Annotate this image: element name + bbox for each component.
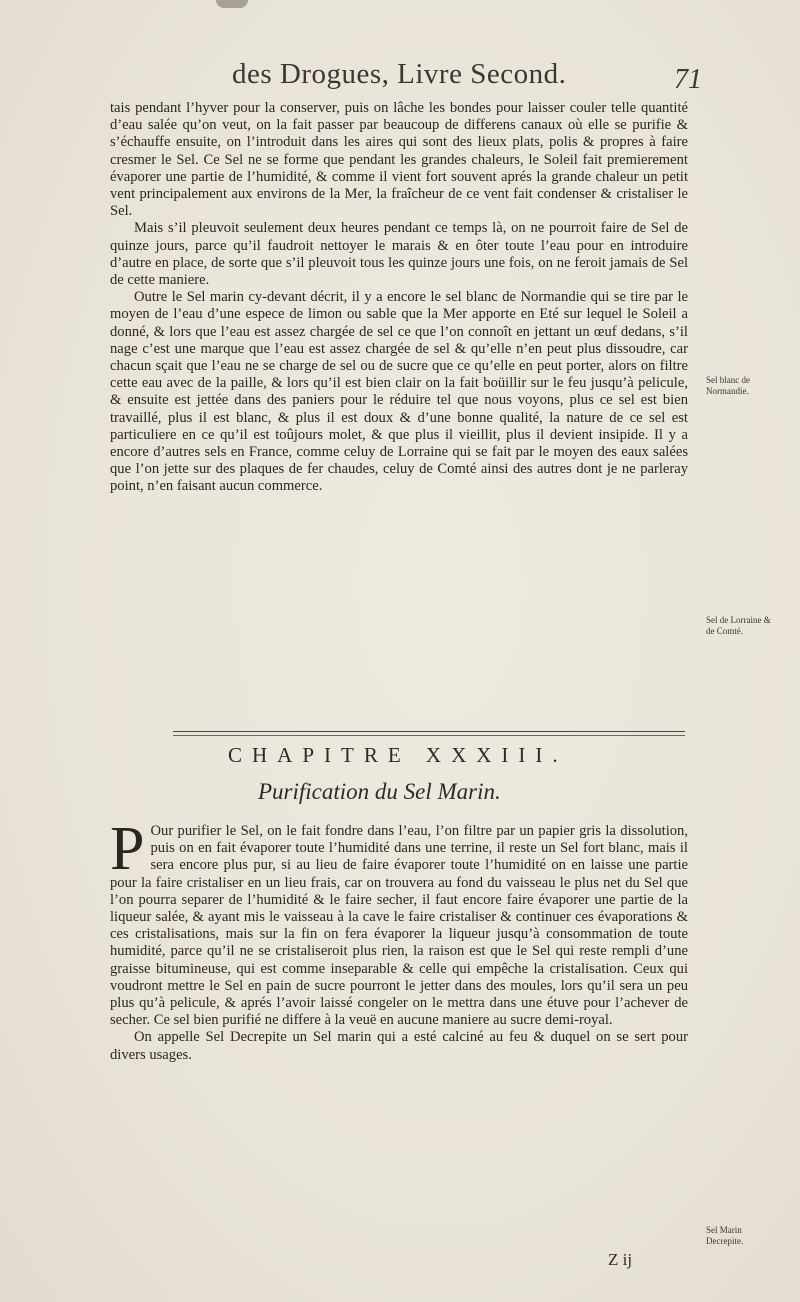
section-two-text: [110, 815, 688, 1064]
paragraph-normandy-salt: Outre le Sel marin cy-devant décrit, il y a encore le sel blanc de Normandie qui se tire par le moyen de l’eau d’une espece de limon ou sable que la Mer apporte en Eté sur lequel le Soleil a donné, & lors que l’eau est assez chargée de sel ce que l’on connoît en jettant un œuf dedans, s’il nage c’est une marque que l’eau est assez chargée de sel & qu’elle n’en peut plus dissoudre, car chacun sçait que l’eau ne se charge de sel ou de sucre que ce qu’elle en peut porter, alors on filtre cette eau avec de la paille, & lors qu’il est bien clair on la fait boüillir sur le feu jusqu’à pelicule, & ensuite est jettée dans des paniers pour le réduire tel que nous voyons, plus ce sel est bien travaillé, plus il est blanc, & plus il est doux & d’une bonne qualité, la nature de ce sel est particuliere en ce qu’il est toûjours molet, & que plus il vieillit, plus il devient insipide. Il y a encore d’autres sels en France, comme celuy de Lorraine qui se fait par le moyen des eaux salées que l’on jette sur des plaques de fer chaudes, celuy de Comté ainsi des autres dont je ne parleray point, n’en faisant aucun commerce.: [110, 289, 688, 495]
chapter-divider-secondary: [173, 735, 685, 736]
margin-note-normandy: Sel blanc de Normandie.: [706, 375, 750, 396]
signature-mark: Z ij: [608, 1250, 633, 1269]
chapter-title: Purification du Sel Marin.: [258, 779, 501, 804]
page-number: 71: [674, 64, 702, 95]
purification-text: Our purifier le Sel, on le fait fondre dans l’eau, l’on filtre par un papier gris la dissolution, puis on en fait évaporer toute l’humidité dans une terrine, il reste un Sel fort blanc, mais il sera encore plus pur, si au lieu de faire évaporer toute l’humidité on en laisse une partie pour la faire cristaliser en un lieu frais, car on trouvera au fond du vaisseau le plus net du Sel que l’on pourra separer de l’humidité & le faire secher, il faut encore faire évaporer une partie de la liqueur salée, & ayant mis le vaisseau à la cave le faire cristaliser & continuer ces évaporations & ces cristalisations, mais sur la fin on fera évaporer la liqueur jusqu’à consommation de toute humidité, parce qu’il ne se cristaliseroit plus rien, la raison est que le Sel qui reste rempli d’une graisse bitumineuse, qui est comme inseparable & celle qui empêche la cristalisation. Ceux qui voudront mettre le Sel en pain de sucre pourront le jetter dans des moules, lors qu’il sera un peu plus qu’à pelicule, & aprés l’avoir laissé congeler on le mettra dans une étuve pour l’achever de secher. Ce sel bien purifié ne differe à la veuë en aucune maniere au sucre demi-royal.: [110, 823, 688, 1029]
running-head: des Drogues, Livre Second.: [232, 58, 567, 90]
drop-cap: P: [110, 815, 145, 883]
chapter-heading: CHAPITRE XXXIII.: [228, 743, 568, 767]
page-header: [0, 58, 800, 102]
margin-note-decrepit: Sel Marin Decrepite.: [706, 1225, 744, 1246]
paragraph-decrepit-salt: On appelle Sel Decrepite un Sel marin qui a esté calciné au feu & duquel on se sert pour divers usages.: [110, 1029, 688, 1063]
paragraph-rain: Mais s’il pleuvoit seulement deux heures pendant ce temps là, on ne pourroit faire de Sel de quinze jours, parce qu’il faudroit nettoyer le marais & en ôter toute l’eau pour en introduire d’autre en place, de sorte que s’il pleuvoit tous les quinze jours une fois, on ne feroit jamais de Sel de cette maniere.: [110, 220, 688, 289]
page-stain: [216, 0, 248, 8]
chapter-divider: [173, 731, 685, 732]
margin-note-lorraine: Sel de Lorraine & de Comté.: [706, 615, 771, 636]
paragraph-continuation: tais pendant l’hyver pour la conserver, puis on lâche les bondes pour laisser couler telle quantité d’eau salée qu’on veut, on la fait passer par beaucoup de differens canaux où elle se purifie & s’échauffe ensuite, on l’introduit dans les aires qui sont des lieux plats, polis & propres à faire cresmer le Sel. Ce Sel ne se forme que pendant les grandes chaleurs, le Soleil fait premierement évaporer une partie de l’humidité, & comme il vient fort souvent aprés la grande chaleur un petit vent principalement aux environs de la Mer, la fraîcheur de ce vent fait condenser & cristaliser le Sel.: [110, 100, 688, 220]
paragraph-purification: [110, 815, 688, 1029]
section-one-text: [110, 100, 688, 496]
